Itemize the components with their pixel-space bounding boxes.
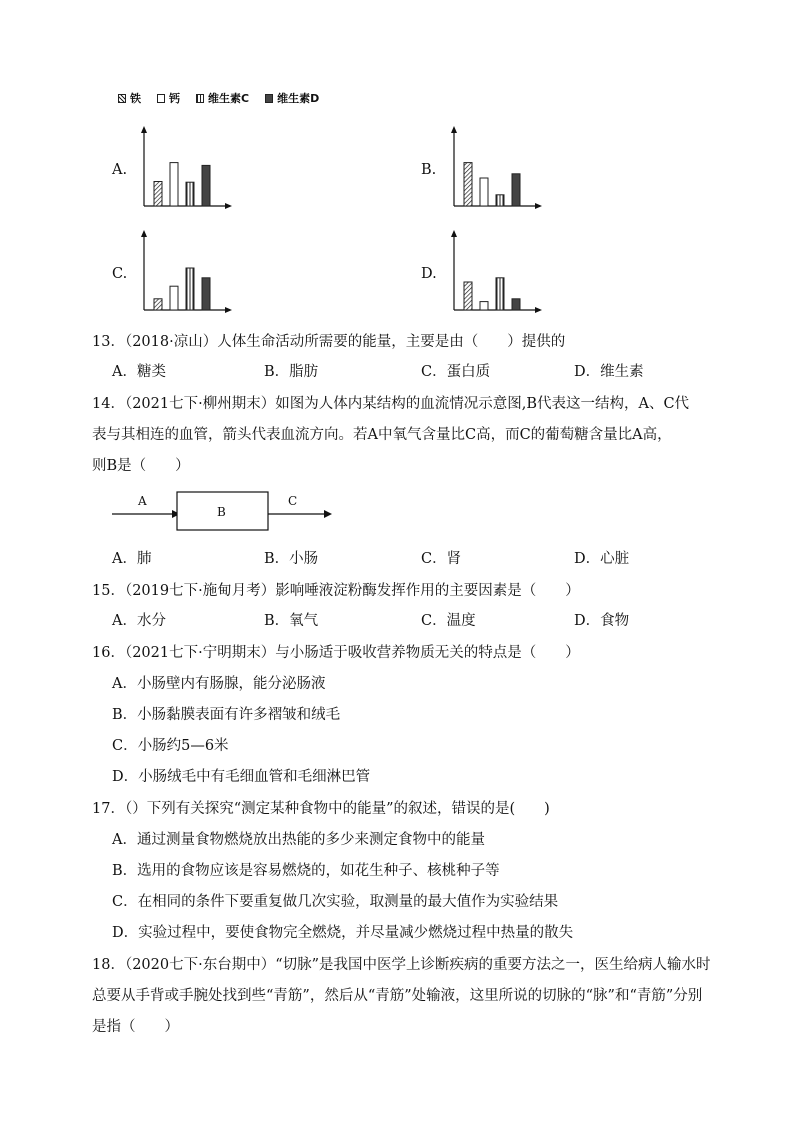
legend-vitamin-c (196, 90, 249, 106)
iron-swatch-icon (118, 94, 126, 103)
x-axis-arrowhead-icon (535, 307, 542, 313)
q15-option-b[interactable]: B．氧气 (264, 613, 319, 629)
q18-stem-line2: 总要从手背或手腕处找到些“青筋”，然后从“青筋”处输液，这里所说的切脉的“脉”和“青筋”分别 (92, 988, 703, 1004)
bar-vitamin-c (496, 278, 504, 310)
chart-c (138, 230, 232, 316)
q15-stem: 15．（2019七下·施甸月考）影响唾液淀粉酶发挥作用的主要因素是（ ） (92, 583, 580, 599)
chart-option-c-label: C. (112, 266, 128, 282)
vitamin-c-swatch-icon (196, 94, 204, 103)
q14-stem-line3: 则B是（ ） (92, 458, 190, 474)
chart-option-b-label: B. (421, 162, 437, 178)
y-axis-arrowhead-icon (451, 230, 457, 237)
q17-stem: 17．（）下列有关探究“测定某种食物中的能量”的叙述，错误的是( ) (92, 801, 550, 817)
x-axis-arrowhead-icon (225, 203, 232, 209)
vessel-a-label: A (138, 494, 147, 508)
calcium-swatch-icon (157, 94, 165, 103)
q15-option-c[interactable]: C．温度 (421, 613, 476, 629)
bar-vitamin-d (512, 299, 520, 310)
vitamin-d-swatch-icon (265, 94, 273, 103)
q13-stem: 13．（2018·凉山）人体生命活动所需要的能量，主要是由（ ）提供的 (92, 334, 566, 350)
q13-option-d[interactable]: D．维生素 (574, 364, 644, 380)
q16-stem: 16．（2021七下·宁明期末）与小肠适于吸收营养物质无关的特点是（ ） (92, 645, 580, 661)
q17-option-b[interactable]: B．选用的食物应该是容易燃烧的，如花生种子、核桃种子等 (112, 863, 500, 879)
bar-vitamin-c (186, 268, 194, 310)
q13-option-a[interactable]: A．糖类 (112, 364, 166, 380)
chart-a (138, 126, 232, 212)
q17-option-d[interactable]: D．实验过程中，要使食物完全燃烧，并尽量减少燃烧过程中热量的散失 (112, 925, 574, 941)
vessel-c-arrowhead-icon (324, 510, 332, 518)
vessel-c-label: C (288, 494, 298, 508)
legend-calcium-label: 钙 (169, 92, 180, 105)
chart-d (448, 230, 542, 316)
q15-option-d[interactable]: D．食物 (574, 613, 630, 629)
bar-vitamin-d (202, 278, 210, 310)
q15-option-a[interactable]: A．水分 (112, 613, 166, 629)
q14-option-a[interactable]: A．肺 (112, 551, 152, 567)
q13-option-b[interactable]: B．脂肪 (264, 364, 319, 380)
blood-flow-diagram (112, 490, 332, 534)
legend-vitamin-d (265, 90, 319, 106)
bar-calcium (480, 178, 488, 206)
q17-option-a[interactable]: A．通过测量食物燃烧放出热能的多少来测定食物中的能量 (112, 832, 485, 848)
bar-vitamin-c (496, 195, 504, 206)
q14-option-d[interactable]: D．心脏 (574, 551, 630, 567)
q18-stem-line1: 18．（2020七下·东台期中）“切脉”是我国中医学上诊断疾病的重要方法之一，医生给病人输水时 (92, 957, 711, 973)
y-axis-arrowhead-icon (141, 230, 147, 237)
q16-option-d[interactable]: D．小肠绒毛中有毛细血管和毛细淋巴管 (112, 769, 371, 785)
bar-calcium (480, 302, 488, 310)
x-axis-arrowhead-icon (225, 307, 232, 313)
q14-option-c[interactable]: C．肾 (421, 551, 462, 567)
q17-option-c[interactable]: C．在相同的条件下要重复做几次实验，取测量的最大值作为实验结果 (112, 894, 559, 910)
bar-vitamin-c (186, 182, 194, 206)
chart-b (448, 126, 542, 212)
bar-calcium (170, 163, 178, 206)
chart-option-d-label: D. (421, 266, 437, 282)
bar-iron (464, 163, 472, 206)
q16-option-c[interactable]: C．小肠约5—6米 (112, 738, 229, 754)
q13-option-c[interactable]: C．蛋白质 (421, 364, 491, 380)
bar-iron (464, 282, 472, 310)
q14-option-b[interactable]: B．小肠 (264, 551, 319, 567)
bar-vitamin-d (512, 174, 520, 206)
bar-calcium (170, 286, 178, 310)
y-axis-arrowhead-icon (451, 126, 457, 133)
q14-stem-line2: 表与其相连的血管，箭头代表血流方向。若A中氧气含量比C高，而C的葡萄糖含量比A高， (92, 427, 672, 443)
x-axis-arrowhead-icon (535, 203, 542, 209)
legend-vitamin-c-label: 维生素C (208, 92, 250, 105)
legend-calcium (157, 90, 180, 106)
q16-option-b[interactable]: B．小肠黏膜表面有许多褶皱和绒毛 (112, 707, 341, 723)
legend-vitamin-d-label: 维生素D (277, 92, 320, 105)
q14-stem-line1: 14．（2021七下·柳州期末）如图为人体内某结构的血流情况示意图,B代表这一结构，A、C代 (92, 396, 690, 412)
legend-iron (118, 90, 141, 106)
chart-legend (118, 90, 335, 106)
bar-vitamin-d (202, 165, 210, 206)
q18-stem-line3: 是指（ ） (92, 1019, 179, 1035)
chart-option-a-label: A. (112, 162, 128, 178)
legend-iron-label: 铁 (130, 92, 141, 105)
y-axis-arrowhead-icon (141, 126, 147, 133)
bar-iron (154, 182, 162, 207)
q16-option-a[interactable]: A．小肠壁内有肠腺，能分泌肠液 (112, 676, 326, 692)
structure-b-label: B (217, 505, 226, 519)
bar-iron (154, 299, 162, 310)
